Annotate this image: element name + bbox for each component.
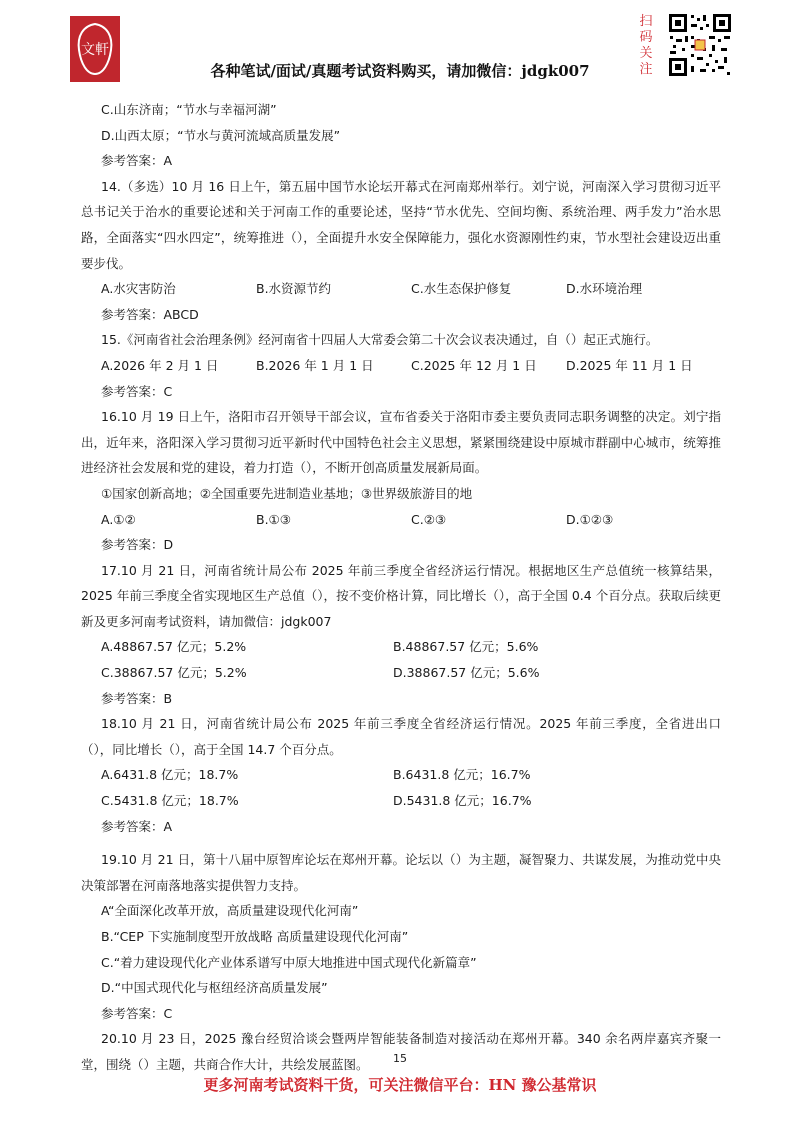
spacer [81,839,721,847]
answer-q14: 参考答案：ABCD [101,306,199,322]
option-d: D.38867.57 亿元；5.6% [393,665,540,681]
option-d: D.5431.8 亿元；16.7% [393,793,532,809]
footer-banner: 更多河南考试资料干货，可关注微信平台：HN 豫公基常识 [203,1076,597,1094]
option-c: C.38867.57 亿元；5.2% [101,665,247,681]
options-q18 [81,762,721,813]
answer-line: 参考答案：A [101,153,173,169]
option-a: A.2026 年 2 月 1 日 [101,357,219,373]
option-b: B.水资源节约 [256,281,332,297]
option-b: B.“CEP 下实施制度型开放战略 高质量建设现代化河南” [101,929,409,944]
question-16-items: ①国家创新高地；②全国重要先进制造业基地；③世界级旅游目的地 [101,485,473,501]
logo-text: 文軒 [81,42,109,58]
options-q15 [81,353,721,379]
option-d: D.2025 年 11 月 1 日 [566,357,693,373]
question-14: 14.（多选）10 月 16 日上午，第五届中国节水论坛开幕式在河南郑州举行。刘宁说，河南深入学习贯彻习近平总书记关于治水的重要论述和关于河南工作的重要论述，坚持“节水优先、空间均衡、系统治理、两手发力”治水思路，全面落实“四水四定”，统筹推进（），全面提升水安全保障能力，强化水资源刚性约束，节水型社会建设迈出重要步伐。 [81,178,721,271]
option-d: D.水环境治理 [566,281,643,297]
answer-q15: 参考答案：C [101,383,173,399]
option-c: C.②③ [411,511,447,527]
option-a: A.48867.57 亿元；5.2% [101,639,247,655]
option-b: B.48867.57 亿元；5.6% [393,639,539,655]
option-b: B.2026 年 1 月 1 日 [256,357,374,373]
question-17: 17.10 月 21 日，河南省统计局公布 2025 年前三季度全省经济运行情况。根据地区生产总值统一核算结果，2025 年前三季度全省实现地区生产总值（），按不变价格计算，同比增长（），高于全国 0.4 个百分点。获取后续更新及更多河南考试资料，请加微信：jdgk007 [81,562,721,629]
page-number: 15 [393,1052,407,1065]
answer-q19: 参考答案：C [101,1005,173,1021]
option-c: C.“着力建设现代化产业体系谱写中原大地推进中国式现代化新篇章” [101,954,477,970]
answer-q16: 参考答案：D [101,537,174,553]
question-15: 15.《河南省社会治理条例》经河南省十四届人大常委会第二十次会议表决通过，自（）起正式施行。 [101,332,659,348]
option-d: D.“中国式现代化与枢纽经济高质量发展” [101,980,328,996]
document-body [81,97,721,1078]
qr-label: 扫码关注 [639,14,653,77]
qr-code[interactable] [667,12,733,78]
question-16: 16.10 月 19 日上午，洛阳市召开领导干部会议，宣布省委关于洛阳市委主要负责同志职务调整的决定。刘宁指出，近年来，洛阳深入学习贯彻习近平新时代中国特色社会主义思想，紧紧围绕建设中原城市群副中心城市，统筹推进经济社会发展和党的建设，着力打造（），不断开创高质量发展新局面。 [81,409,721,476]
options-q14 [81,276,721,302]
question-18: 18.10 月 21 日，河南省统计局公布 2025 年前三季度全省经济运行情况。2025 年前三季度，全省进出口（），同比增长（），高于全国 14.7 个百分点。 [81,716,721,757]
option-c: C.水生态保护修复 [411,281,512,297]
option-line: D.山西太原；“节水与黄河流域高质量发展” [101,127,341,143]
option-b: B.①③ [256,511,291,527]
options-q16 [81,507,721,533]
question-20: 20.10 月 23 日，2025 豫台经贸洽谈会暨两岸智能装备制造对接活动在郑州开幕。340 余名两岸嘉宾齐聚一堂，围绕（）主题，共商合作大计，共绘发展蓝图。 [81,1031,721,1072]
answer-q17: 参考答案：B [101,690,173,706]
option-d: D.①②③ [566,511,614,527]
option-line: C.山东济南；“节水与幸福河湖” [101,102,277,117]
option-a: A.①② [101,511,136,527]
option-a: A.水灾害防治 [101,281,176,297]
option-c: C.5431.8 亿元；18.7% [101,793,239,809]
option-a: A“全面深化改革开放，高质量建设现代化河南” [101,903,359,919]
option-c: C.2025 年 12 月 1 日 [411,357,537,373]
header-banner: 各种笔试/面试/真题考试资料购买，请加微信：jdgk007 [210,62,590,80]
options-q17 [81,634,721,685]
option-b: B.6431.8 亿元；16.7% [393,767,531,783]
answer-q18: 参考答案：A [101,818,173,834]
option-a: A.6431.8 亿元；18.7% [101,767,239,783]
question-19: 19.10 月 21 日，第十八届中原智库论坛在郑州开幕。论坛以（）为主题，凝智聚力、共谋发展，为推动党中央决策部署在河南落地落实提供智力支持。 [81,852,721,893]
